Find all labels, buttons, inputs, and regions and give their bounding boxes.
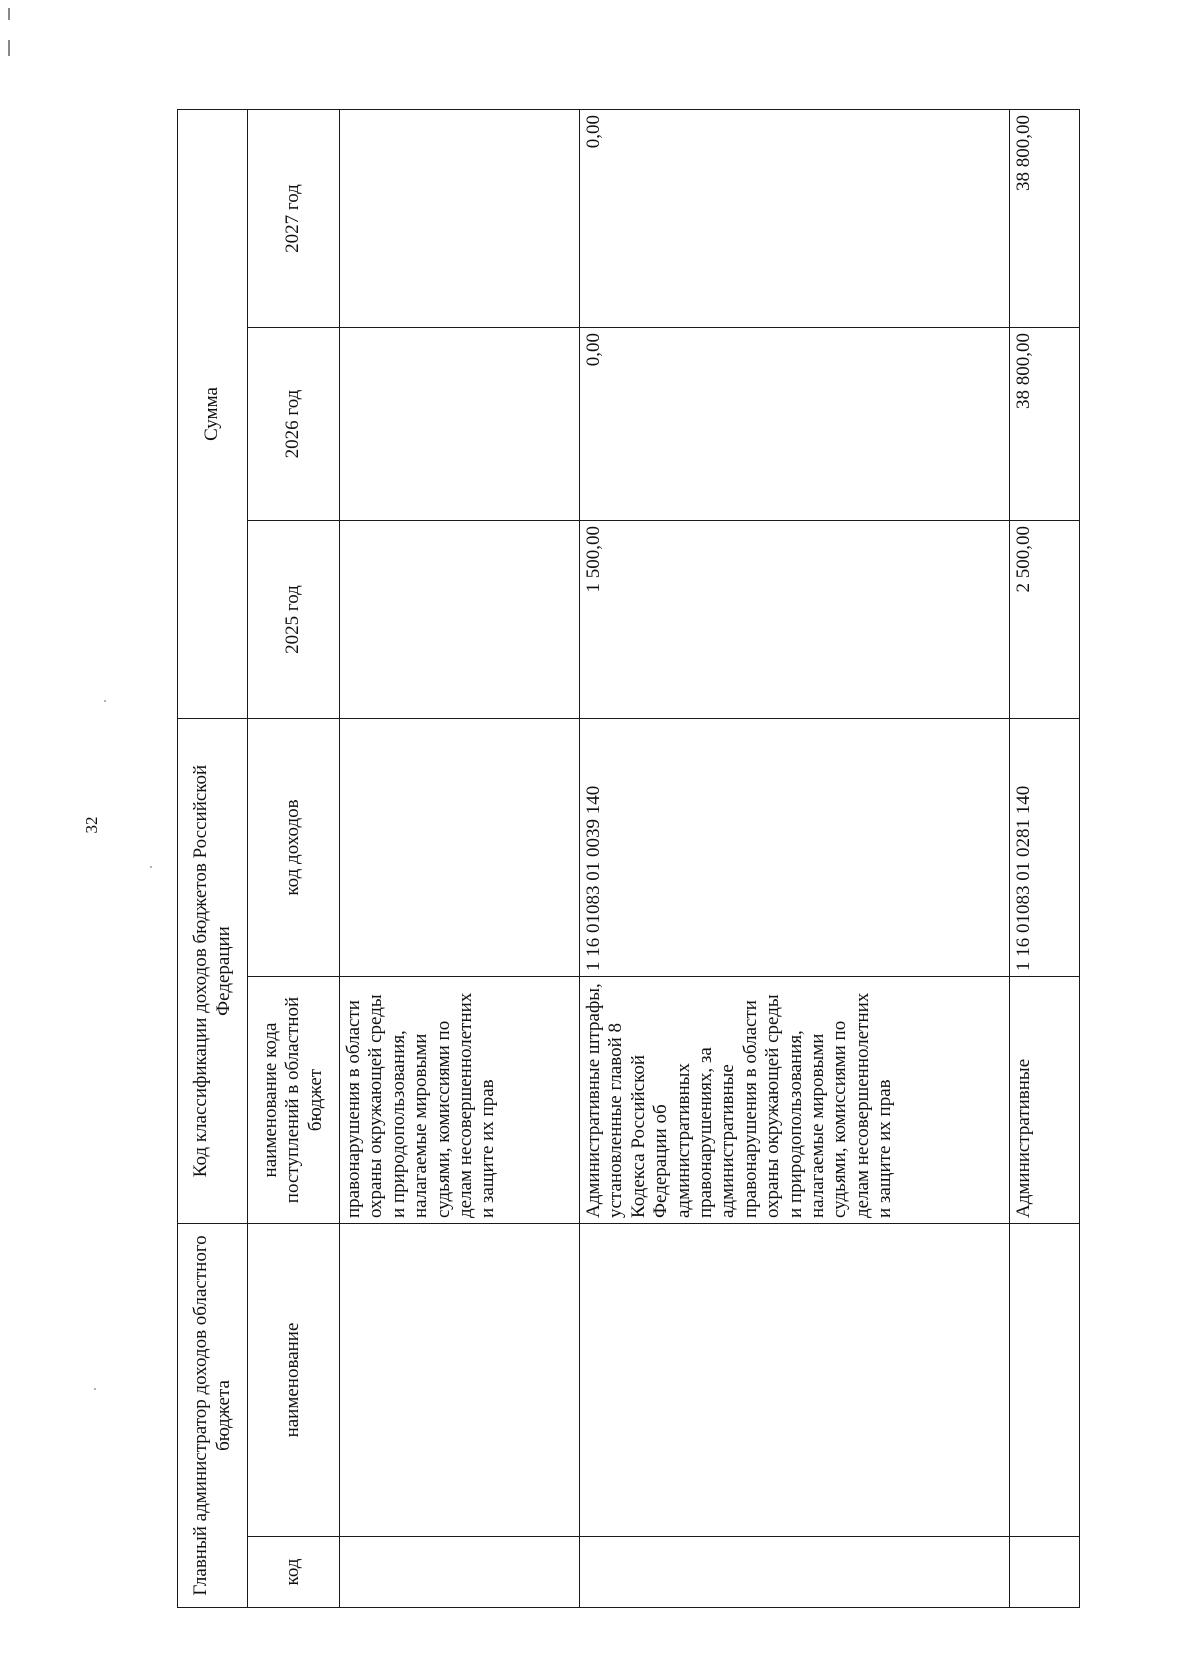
sum-2027-cell: 38 800,00 [1010, 109, 1080, 327]
sum-2027-cell: 0,00 [580, 109, 1010, 327]
year-2025-header: 2025 год [248, 521, 340, 719]
scan-mark [8, 40, 10, 56]
scan-speck [104, 700, 106, 702]
revenue-table [177, 109, 1080, 1608]
table-row [1010, 109, 1080, 1607]
income-code-cell [340, 719, 580, 977]
sum-2025-cell: 1 500,00 [580, 521, 1010, 719]
scan-mark [8, 8, 10, 20]
receipt-name-header: наименование кода поступлений в областной бюджет [248, 977, 340, 1224]
scan-speck [150, 866, 152, 868]
classification-group-header: Код классификации доходов бюджетов Российской Федерации [178, 719, 248, 1224]
year-2027-header: 2027 год [248, 109, 340, 327]
rotated-table-frame [177, 110, 1079, 1608]
page-number: 32 [82, 816, 101, 834]
admin-group-header: Главный администратор доходов областного бюджета [178, 1224, 248, 1608]
sum-group-header: Сумма [178, 109, 248, 718]
sum-2027-cell [340, 109, 580, 327]
header-row-groups [178, 109, 248, 1607]
header-row-columns [248, 109, 340, 1607]
table-row [580, 109, 1010, 1607]
sum-2025-cell: 2 500,00 [1010, 521, 1080, 719]
sum-2026-cell: 0,00 [580, 328, 1010, 521]
admin-name-cell [1010, 1224, 1080, 1537]
admin-name-cell [340, 1224, 580, 1537]
admin-code-cell [580, 1537, 1010, 1608]
receipt-name-cell: Административные [1010, 977, 1080, 1224]
table-row [340, 109, 580, 1607]
scan-speck [94, 1388, 96, 1390]
income-code-cell: 1 16 01083 01 0039 140 [580, 719, 1010, 977]
sum-2025-cell [340, 521, 580, 719]
income-code-header: код доходов [248, 719, 340, 977]
admin-code-cell [340, 1537, 580, 1608]
income-code-cell: 1 16 01083 01 0281 140 [1010, 719, 1080, 977]
admin-name-header: наименование [248, 1224, 340, 1537]
year-2026-header: 2026 год [248, 328, 340, 521]
admin-name-cell [580, 1224, 1010, 1537]
sum-2026-cell [340, 328, 580, 521]
admin-code-cell [1010, 1537, 1080, 1608]
receipt-name-cell: правонарушения в области охраны окружающей среды и природопользования, налагаемые мировыми судьями, комиссиями по делам несовершеннолетних и защите их прав [340, 977, 580, 1224]
receipt-name-cell: Административные штрафы, установленные главой 8 Кодекса Российской Федерации об административных правонарушениях, за административные правонарушения в области охраны окружающей среды и природопользования, налагаемые мировыми судьями, комиссиями по делам несовершеннолетних и защите их прав [580, 977, 1010, 1224]
sum-2026-cell: 38 800,00 [1010, 328, 1080, 521]
admin-code-header: код [248, 1537, 340, 1608]
